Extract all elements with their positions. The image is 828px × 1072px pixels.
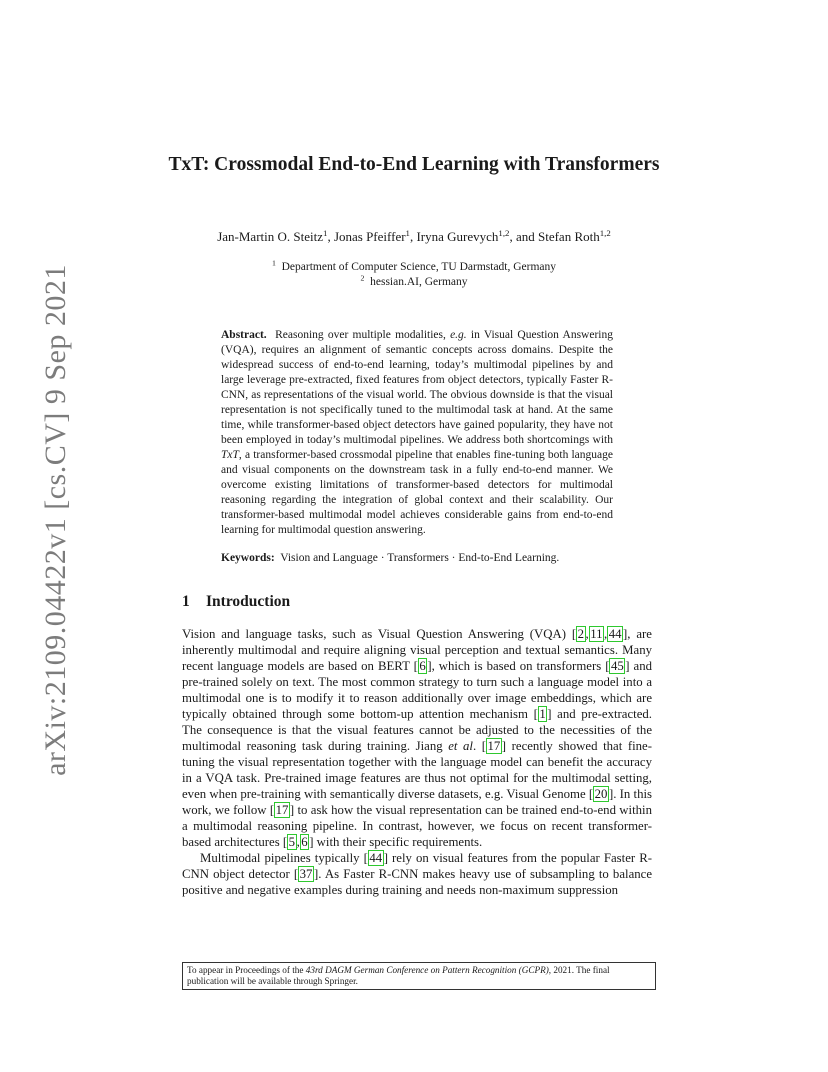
author-affiliation-mark: 1 — [323, 228, 328, 239]
body-text: Vision and language tasks, such as Visual Question Answering (VQA) [ — [182, 627, 577, 641]
introduction-body — [182, 626, 652, 898]
footnote-venue: 43rd DAGM German Conference on Pattern Recognition (GCPR) — [305, 965, 549, 975]
author-name: Jonas Pfeiffer — [333, 229, 406, 244]
body-text: ] and pre-extracted. The consequence is that the visual features cannot be adjusted to the necessities of the multimodal reasoning task during training. Jiang — [182, 707, 652, 753]
author-affiliation-mark: 1 — [405, 228, 410, 239]
abstract-label: Abstract. — [221, 329, 267, 341]
body-text: ] rely on visual features from the popular Faster R-CNN object detector [ — [182, 851, 652, 881]
body-text: ]. In this work, we follow [ — [182, 787, 653, 817]
body-text: ] with their specific requirements. — [309, 835, 483, 849]
citation-link[interactable]: 2 — [577, 627, 585, 641]
body-text: ] recently showed that fine-tuning the visual representation together with the language model can benefit the accuracy in a VQA task. Pre-trained image features are thus not optimal for the multimodal setting, even when pre-training with semantically diverse datasets, e.g. Visual Genome [ — [182, 739, 652, 801]
body-text-italic: et al — [448, 739, 473, 753]
affiliation-2 — [150, 275, 678, 289]
footnote-text: To appear in Proceedings of the — [187, 965, 306, 975]
body-text: ], which is based on transformers [ — [427, 659, 610, 673]
author-name: Jan-Martin O. Steitz — [217, 229, 324, 244]
abstract — [221, 328, 613, 538]
abstract-text: in Visual Question Answering (VQA), requires an alignment of semantic concepts across domains. Despite the widespread success of end-to-end learning, today’s multimodal pipelines by and large leverage pre-extracted, fixed features from object detectors, typically Faster R-CNN, as representations of the visual world. The obvious downside is that the visual representation is not specifically tuned to the multimodal task at hand. At the same time, while transformer-based object detectors have gained popularity, they have not been employed in today’s multimodal pipelines. We address both shortcomings with — [221, 329, 613, 446]
abstract-text-italic: TxT — [221, 449, 239, 461]
paper-title: TxT: Crossmodal End-to-End Learning with Transformers — [168, 154, 660, 175]
keywords-text: Vision and Language · Transformers · End-to-End Learning. — [280, 552, 560, 564]
author-separator: , and — [509, 229, 538, 244]
affiliation-1 — [150, 260, 678, 274]
abstract-text: Reasoning over multiple modalities, — [275, 329, 451, 341]
footnote-text: , 2021. The final publication will be available through Springer. — [187, 965, 610, 986]
section-title: Introduction — [206, 593, 291, 610]
paragraph — [182, 850, 652, 898]
citation-link[interactable]: 17 — [487, 739, 501, 753]
section-heading — [182, 592, 652, 612]
section-number: 1 — [182, 593, 190, 610]
keywords — [221, 551, 613, 566]
author-name: Stefan Roth — [537, 229, 600, 244]
abstract-text-italic: e.g. — [450, 329, 467, 341]
body-text: ] and pre-trained solely on text. The most common strategy to turn such a language model into a multimodal one is to modify it to reason additionally over image embeddings, which are typically obtained through some bottom-up attention mechanism [ — [182, 659, 653, 721]
author-affiliation-mark: 1,2 — [599, 228, 611, 239]
body-text: ]. As Faster R-CNN makes heavy use of subsampling to balance positive and negative examples during training and needs non-maximum suppression — [182, 867, 653, 897]
citation-link[interactable]: 6 — [419, 659, 426, 673]
citation-link[interactable]: 5 — [288, 835, 296, 849]
citation-link[interactable]: 37 — [299, 867, 313, 881]
affiliation-number: 2 — [360, 273, 365, 283]
citation-link[interactable]: 45 — [610, 659, 624, 673]
body-text: . [ — [472, 739, 486, 753]
body-text: Multimodal pipelines typically [ — [200, 851, 368, 865]
citation-link[interactable]: 44 — [369, 851, 383, 865]
paragraph: Vision and language tasks, such as Visual Question Answering (VQA) [ 2 , 11 , 44 ], are inherently multimodal and require aligning visual perception and textual semantics. Many recent language models are based on BERT [ 6 ], which is based on transformers [ 45 ] and pre-trained solely on text. The most common strategy to turn such a language model into a multimodal one is to modify it to reason additionally over image embeddings, which are typically obtained through some bottom-up attention mechanism [ 1 ] and pre-extracted. The consequence is that the visual features cannot be adjusted to the necessities of the multimodal reasoning task during training. Jiang et al. [ 17 ] recently showed that fine-tuning the visual representation together with the language model can benefit the accuracy in a VQA task. Pre-trained image features are thus not optimal for the multimodal setting, even when pre-training with semantically diverse datasets, e.g. Visual Genome [ 20 ]. In this work, we follow [ 17 ] to ask how the visual representation can be trained end-to-end within a multimodal reasoning pipeline. In contrast, however, we focus on recent transformer-based architectures [ 5 , 6 ] with their specific requirements. — [182, 627, 653, 849]
citation-link[interactable]: 44 — [608, 627, 622, 641]
keywords-label: Keywords: — [221, 552, 275, 564]
author-affiliation-mark: 1,2 — [498, 228, 510, 239]
affiliation-text: hessian.AI, Germany — [370, 276, 468, 288]
citation-link[interactable]: 6 — [301, 835, 308, 849]
body-text: ], are inherently multimodal and require aligning visual perception and textual semantics. Many recent language models are based on BERT [ — [182, 627, 652, 673]
citation-link[interactable]: 20 — [594, 787, 608, 801]
citation-link[interactable]: 1 — [539, 707, 546, 721]
arxiv-identifier: arXiv:2109.04422v1 [cs.CV] 9 Sep 2021 — [39, 264, 72, 776]
affiliation-text: Department of Computer Science, TU Darmstadt, Germany — [281, 261, 557, 273]
author-list — [150, 229, 678, 245]
body-text: ] to ask how the visual representation can be trained end-to-end within a multimodal reasoning pipeline. In contrast, however, we focus on recent transformer-based architectures [ — [182, 803, 653, 849]
publication-note — [182, 962, 656, 990]
author-separator: , — [409, 229, 417, 244]
author-name: Iryna Gurevych — [416, 229, 499, 244]
author-separator: , — [327, 229, 334, 244]
affiliation-number: 1 — [271, 258, 276, 268]
citation-link[interactable]: 11 — [590, 627, 603, 641]
abstract-text: , a transformer-based crossmodal pipeline that enables fine-tuning both language and visual components on the downstream task in a fully end-to-end manner. We overcome existing limitations of transformer-based detectors for multimodal reasoning regarding the integration of global context and their scalability. Our transformer-based multimodal model achieves considerable gains from end-to-end learning for multimodal question answering. — [221, 449, 613, 536]
citation-link[interactable]: 17 — [275, 803, 289, 817]
